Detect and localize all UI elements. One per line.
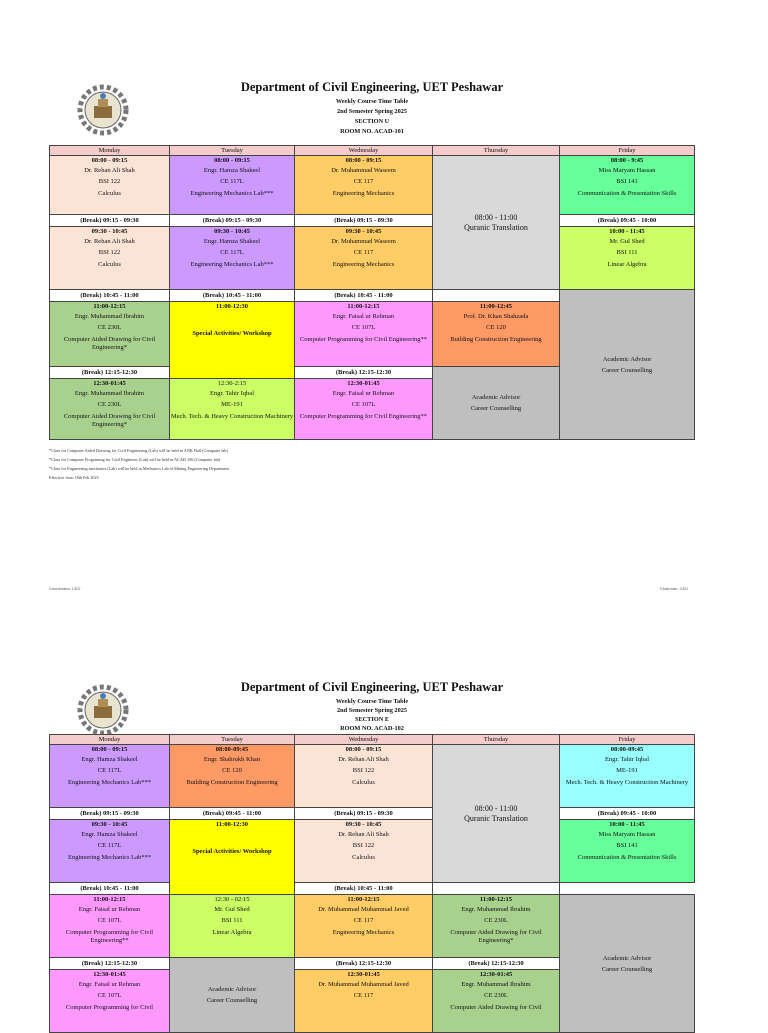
course-code: BSI 122 [98,249,121,256]
teacher: Engr. Tahir Iqbal [604,756,649,763]
teacher: Engr. Tahir Iqbal [209,390,254,397]
course-code: BSI 122 [352,842,375,849]
class-cell [560,227,695,290]
course-code: CE 117L [220,178,244,185]
course-name: Engineering Mechanics Lab*** [67,854,152,861]
course-code: CE 107L [97,917,122,924]
slot-time: 11:00-12:30 [215,303,249,310]
course-name: Quranic Translation [464,222,528,232]
subtitle: Weekly Course Time Table [335,698,409,705]
course-code: CE 117L [97,842,122,849]
teacher: Engr. Faisal ur Rehman [78,906,141,913]
class-cell [295,895,433,958]
class-cell [295,970,433,1033]
subtitle: Weekly Course Time Table [335,98,409,105]
slot-time: 08:00 - 11:00 [474,803,518,813]
col-monday: Monday [50,146,170,156]
advisor-label: Academic Advisor [602,954,652,962]
break-cell: (Break) 10:45 - 11:00 [295,883,433,895]
teacher: Engr. Hamza Shakeel [203,167,261,174]
col-wednesday: Wednesday [295,735,433,745]
col-friday: Friday [560,735,695,745]
quranic-cell [433,745,560,883]
slot-time: 08:00 - 09:15 [345,746,382,753]
slot-time: 08:00-09:45 [215,746,249,753]
class-cell [560,156,695,215]
slot-time: 09:30 - 10:45 [345,821,382,828]
uet-gear-logo-icon [77,84,129,136]
course-code: CE 117 [353,917,374,924]
break-cell: (Break) 10:45 - 11:00 [50,883,170,895]
course-name: Computer Aided Drawing for Civil Engineering* [450,929,542,944]
table-row [50,745,695,808]
table-row [50,227,695,290]
footnote: *Class for Computer Programing for Civil Engineers (Lab) will be held in ACAD 106 (Computer lab) [49,457,221,462]
slot-time: 09:30 - 10:45 [214,228,250,235]
break-cell: (Break) 09:45 - 10:00 [560,215,695,227]
empty-cell [433,290,560,302]
course-code: CE 117L [220,249,244,256]
table-row [50,895,695,958]
room: ROOM NO. ACAD-102 [340,725,404,732]
slot-time: 08:00 - 11:00 [474,212,518,222]
slot-time: 12:30-2:15 [217,380,247,387]
slot-time: 11:00-12:45 [479,303,513,310]
table-header-row [50,735,695,745]
course-code: CE 230L [97,324,122,331]
course-code: BSI 122 [98,178,121,185]
advisor-label: Academic Advisor [602,355,652,363]
teacher: Engr. Shahrukh Khan [203,756,261,763]
course-code: CE 117L [97,767,122,774]
slot-time: 11:00-12:15 [479,896,513,903]
slot-time: 08:00 - 09:15 [91,157,128,164]
course-name: Calculus [98,261,121,268]
class-cell [170,156,295,215]
course-code: CE 117 [353,249,374,256]
col-tuesday: Tuesday [170,735,295,745]
slot-time: 10:00 - 11:45 [609,228,645,235]
footnotes [49,446,229,482]
slot-time: 11:00-12:15 [347,303,380,310]
semester: 2nd Semester Spring 2025 [336,707,408,714]
teacher: Dr. Muhammad Waseem [331,167,396,174]
counselling-label: Career Counselling [206,997,258,1004]
advisor-label: Academic Advisor [207,986,257,993]
col-friday: Friday [560,146,695,156]
advisor-label: Academic Advisor [471,394,521,401]
break-cell: (Break) 12:15-12:30 [433,958,560,970]
class-cell [50,156,170,215]
course-name: Computer Aided Drawing for Civil Engineering* [63,413,156,428]
slot-time: 09:30 - 10:45 [345,228,382,235]
teacher: Engr. Hamza Shakeel [203,238,261,245]
section: SECTION E [354,716,390,723]
class-cell [50,745,170,808]
class-cell [50,820,170,883]
timetable [49,734,695,1033]
course-code: ME-191 [221,401,243,408]
teacher: Dr. Muhammad Muhammad Javed [318,906,409,913]
col-thursday: Thursday [433,146,560,156]
class-cell [50,302,170,367]
teacher: Engr. Hamza Shakeel [81,756,138,763]
special-activity-cell [170,820,295,895]
course-name: Engineering Mechanics Lab*** [67,779,152,786]
class-cell [295,379,433,440]
class-cell [295,745,433,808]
course-name: Calculus [352,779,375,786]
course-name: Quranic Translation [464,813,528,823]
course-name: Communication & Presentation Skills [577,854,677,861]
teacher: Engr. Hamza Shakeel [81,831,138,838]
teacher: Miss Maryam Hassan [598,167,656,174]
slot-time: 11:00-12:15 [347,896,380,903]
slot-time: 09:30 - 10:45 [91,821,128,828]
class-cell [560,745,695,808]
break-cell: (Break) 09:15 - 09:30 [295,808,433,820]
course-name: Computer Programming for Civil Engineering** [65,929,154,944]
slot-time: 08:00-09:45 [610,746,644,753]
teacher: Dr. Muhammad Muhammad Javed [318,981,409,988]
slot-time: 08:00 - 09:15 [214,157,250,164]
class-cell [560,820,695,883]
course-code: CE 107L [351,324,376,331]
course-name: Computer Aided Drawing for Civil Engineering* [63,336,156,351]
class-cell [50,970,170,1033]
course-name: Calculus [98,190,121,197]
sheet-header [160,680,584,733]
counselling-label: Career Counselling [601,965,653,973]
class-cell [50,895,170,958]
teacher: Prof. Dr. Khan Shahzada [463,313,529,320]
empty-cell [433,883,560,895]
break-cell: (Break) 10:45 - 11:00 [170,290,295,302]
footnote: *Class for Computer Aided Drawing for Civil Engineering (Lab) will be held in ANK Hall (Computer lab) [49,448,228,453]
counselling-label: Career Counselling [601,366,653,374]
course-name: Mech. Tech. & Heavy Construction Machinery [565,779,689,786]
page-title: Department of Civil Engineering, UET Peshawar [240,80,504,94]
course-name: Engineering Mechanics Lab*** [190,261,274,268]
special-activity-cell [170,302,295,379]
uet-gear-logo-icon [77,684,129,736]
course-code: ME-191 [616,767,638,774]
teacher: Engr. Muhammad Ibrahim [74,390,145,397]
coordinator-signature: Coordinator, CED [49,586,81,591]
break-cell: (Break) 09:45 - 11:00 [170,808,295,820]
class-cell [170,227,295,290]
advisor-cell [560,895,695,1033]
slot-time: 08:00 - 09:15 [345,157,382,164]
break-cell: (Break) 12:15-12:30 [295,367,433,379]
slot-time: 08:00 - 09:15 [91,746,128,753]
room: ROOM NO. ACAD-101 [340,128,404,135]
sheet-header [160,80,584,137]
course-name: Engineering Mechanics Lab*** [190,190,274,197]
teacher: Engr. Muhammad Ibrahim [461,906,531,913]
course-name: Engineering Mechanics [332,261,395,268]
teacher: Dr. Rehan Ali Shah [84,167,135,174]
slot-time: 08:00 - 9:45 [610,157,644,164]
break-row [50,808,695,820]
slot-time: 12:30-01:45 [479,971,513,978]
counselling-label: Career Counselling [470,405,522,412]
course-name: Engineering Mechanics [332,190,395,197]
teacher: Engr. Faisal ur Rehman [332,313,395,320]
course-name: Computer Programming for Civil Engineering** [299,413,428,420]
teacher: Dr. Rehan Ali Shah [338,756,389,763]
teacher: Mr. Gul Shed [609,238,645,245]
timetable [49,145,695,440]
section: SECTION U [354,118,390,125]
course-name: Calculus [352,854,375,861]
course-name: Engineering Mechanics [332,929,395,936]
semester: 2nd Semester Spring 2025 [336,108,408,115]
course-name: Special Activities/ Workshop [192,330,272,337]
class-cell [170,379,295,440]
teacher: Engr. Faisal ur Rehman [78,981,141,988]
course-code: BSI 141 [616,178,638,185]
slot-time: 11:00-12:30 [215,821,249,828]
class-cell [433,970,560,1033]
break-cell: (Break) 09:45 - 10:00 [560,808,695,820]
advisor-cell [433,367,560,440]
break-cell: (Break) 12:15-12:30 [50,958,170,970]
footnote: *Class for Engineering mechanics (Lab) will be held in Mechanics Lab of Mining Engineering Department [49,466,229,471]
teacher: Mr. Gul Shed [214,906,250,913]
course-code: BSI 141 [616,842,638,849]
slot-time: 12:30 - 02:15 [214,896,250,903]
chairman-signature: Chairman, CED [660,586,689,591]
break-cell: (Break) 12:15-12:30 [295,958,433,970]
teacher: Engr. Muhammad Ibrahim [74,313,145,320]
table-row [50,156,695,215]
teacher: Dr. Rehan Ali Shah [338,831,389,838]
course-name: Mech. Tech. & Heavy Construction Machinery [170,413,294,420]
course-code: BSI 111 [221,917,243,924]
table-row [50,820,695,883]
class-cell [170,895,295,958]
course-code: CE 120 [222,767,242,774]
slot-time: 12:30-01:45 [93,971,126,978]
class-cell [295,820,433,883]
course-name: Computer Aided Drawing for Civil [450,1004,542,1011]
course-code: BSI 122 [352,767,375,774]
break-row [50,290,695,302]
break-cell: (Break) 09:15 - 09:30 [50,808,170,820]
course-code: CE 230L [97,401,122,408]
teacher: Dr. Rehan Ali Shah [84,238,135,245]
teacher: Miss Maryam Hassan [598,831,656,838]
slot-time: 12:30-01:45 [347,380,380,387]
course-code: CE 117 [353,992,374,999]
class-cell [295,156,433,215]
course-name: Computer Programming for Civil Engineering** [299,336,428,343]
course-code: CE 107L [351,401,376,408]
course-name: Building Construction Engineering [186,779,278,786]
break-cell: (Break) 09:15 - 09:30 [50,215,170,227]
teacher: Dr. Muhammad Waseem [331,238,396,245]
break-cell: (Break) 10:45 - 11:00 [295,290,433,302]
course-code: CE 230L [484,992,508,999]
class-cell [295,302,433,367]
course-code: CE 117 [353,178,374,185]
course-code: CE 230L [484,917,508,924]
class-cell [433,895,560,958]
slot-time: 11:00-12:15 [93,896,126,903]
slot-time: 12:30-01:45 [347,971,380,978]
course-name: Special Activities/ Workshop [192,848,272,855]
slot-time: 11:00-12:15 [93,303,126,310]
teacher: Engr. Faisal ur Rehman [332,390,395,397]
class-cell [295,227,433,290]
col-wednesday: Wednesday [295,146,433,156]
slot-time: 10:00 - 11:45 [609,821,645,828]
course-code: CE 120 [486,324,506,331]
class-cell [50,379,170,440]
class-cell [50,227,170,290]
table-header-row [50,146,695,156]
slot-time: 12:30-01:45 [93,380,126,387]
course-name: Linear Algebra [607,261,647,268]
quranic-cell [433,156,560,290]
advisor-cell [560,290,695,440]
course-name: Building Construction Engineering [450,336,542,343]
course-name: Computer Programming for Civil [65,1004,154,1011]
footnote: Effective from 18th Feb 2025 [49,475,99,480]
class-cell [433,302,560,367]
course-code: CE 107L [97,992,122,999]
course-name: Communication & Presentation Skills [577,190,677,197]
break-cell: (Break) 09:15 - 09:30 [295,215,433,227]
course-name: Linear Algebra [212,929,252,936]
break-cell: (Break) 12:15-12:30 [50,367,170,379]
break-cell: (Break) 10:45 - 11:00 [50,290,170,302]
page-title: Department of Civil Engineering, UET Peshawar [240,680,504,694]
timetable-sheet-section-e [0,600,768,1024]
break-cell: (Break) 09:15 - 09:30 [170,215,295,227]
break-row [50,883,695,895]
class-cell [170,745,295,808]
col-monday: Monday [50,735,170,745]
advisor-cell [170,958,295,1033]
slot-time: 09:30 - 10:45 [91,228,128,235]
col-tuesday: Tuesday [170,146,295,156]
col-thursday: Thursday [433,735,560,745]
teacher: Engr. Muhammad Ibrahim [461,981,531,988]
break-row [50,215,695,227]
course-code: BSI 111 [616,249,638,256]
